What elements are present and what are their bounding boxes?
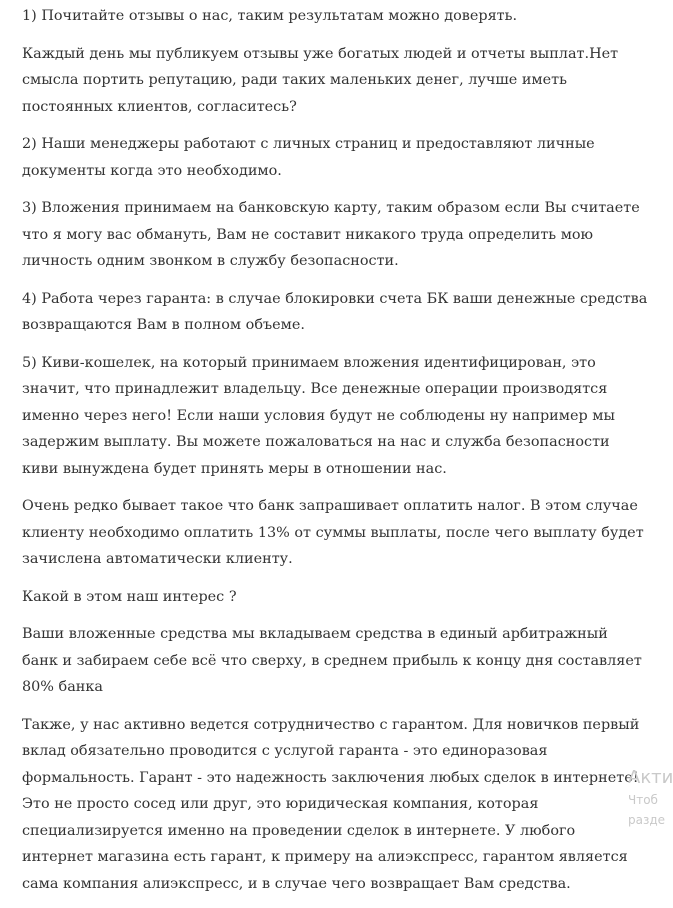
paragraph-interest-question [22,584,642,611]
text-line: интернет магазина есть гарант, к примеру на алиэкспресс, гарантом является [22,849,628,865]
text-line: формальность. Гарант - это надежность заключения любых сделок в интернете! [22,769,639,786]
text-line: банк и забираем себе всё что сверху, в среднем прибыль к концу дня составляет [22,652,642,669]
text-line: зачислена автоматически клиенту. [22,551,293,567]
text-line: специализируется именно на проведении сделок в интернете. У любого [22,822,576,839]
text-line: возвращаются Вам в полном объеме. [22,317,305,333]
text-line: 5) Киви-кошелек, на который принимаем вложения идентифицирован, это [22,354,596,371]
text-line: постоянных клиентов, согласитесь? [22,98,297,115]
paragraph-guarantor [22,286,648,339]
text-line: Ваши вложенные средства мы вкладываем средства в единый арбитражный [22,626,608,642]
text-line: сама компания алиэкспресс, и в случае чего возвращает Вам средства. [22,875,571,892]
paragraph-qiwi [22,350,642,483]
watermark-line: разде [628,813,666,827]
text-line: Какой в этом наш интерес ? [22,588,237,605]
paragraph-managers [22,131,642,184]
paragraph-reviews [22,3,642,30]
text-line: Каждый день мы публикуем отзывы уже богатых людей и отчеты выплат.Нет [22,45,619,62]
paragraph-arbitrage [22,621,642,701]
text-line: Это не просто сосед или друг, это юридическая компания, которая [22,796,539,812]
paragraph-cooperation [22,712,642,898]
paragraph-bank-card [22,195,642,275]
text-line: личность одним звонком в службу безопасности. [22,253,399,269]
watermark-title: Акти [628,767,673,788]
paragraph-tax [22,493,642,573]
text-line: 4) Работа через гаранта: в случае блокировки счета БК ваши денежные средства [22,290,648,307]
paragraph-daily-reviews [22,41,642,121]
text-line: документы когда это необходимо. [22,162,282,179]
text-line: 80% банка [22,679,103,695]
text-line: что я могу вас обмануть, Вам не составит никакого труда определить мою [22,226,594,243]
text-line: задержим выплату. Вы можете пожаловаться на нас и служба безопасности [22,434,610,450]
text-line: значит, что принадлежит владельцу. Все денежные операции производятся [22,381,608,397]
text-line: Очень редко бывает такое что банк запрашивает оплатить налог. В этом случае [22,498,638,514]
text-line: киви вынуждена будет принять меры в отношении нас. [22,460,447,477]
text-line: клиенту необходимо оплатить 13% от суммы выплаты, после чего выплату будет [22,524,644,541]
watermark-line: Чтоб [628,793,658,807]
text-line: Также, у нас активно ведется сотрудничество с гарантом. Для новичков первый [22,716,640,733]
windows-activation-watermark [628,766,673,830]
text-line: смысла портить репутацию, ради таких маленьких денег, лучше иметь [22,72,567,88]
text-line: 2) Наши менеджеры работают с личных страниц и предоставляют личные [22,136,595,152]
text-line: вклад обязательно проводится с услугой гаранта - это единоразовая [22,743,548,759]
text-line: 3) Вложения принимаем на банковскую карту, таким образом если Вы считаете [22,200,640,216]
text-line: именно через него! Если наши условия будут не соблюдены ну например мы [22,407,615,424]
text-line: 1) Почитайте отзывы о нас, таким результатам можно доверять. [22,8,518,24]
